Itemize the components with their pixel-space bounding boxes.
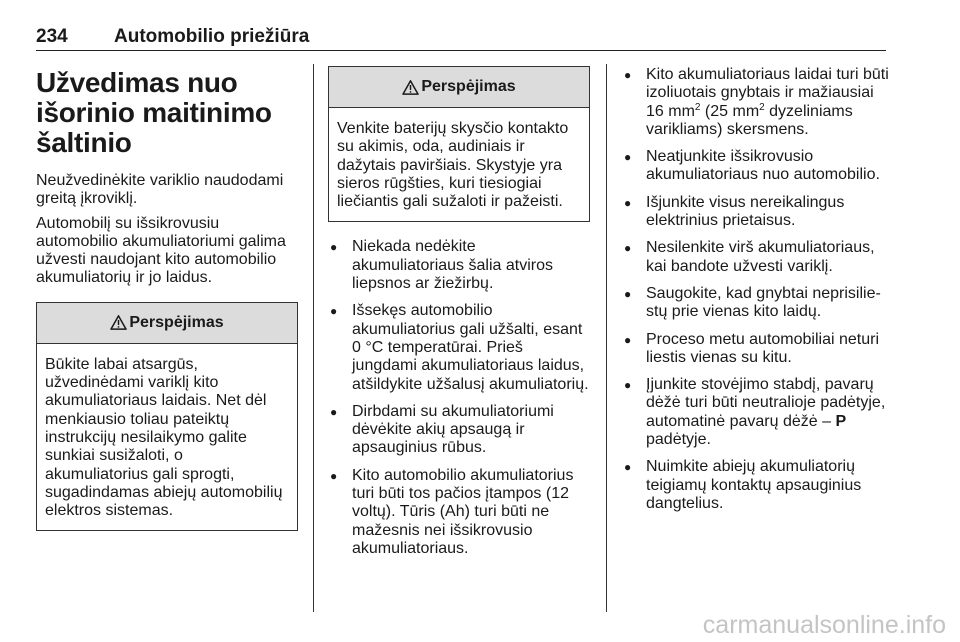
list-item — [622, 66, 890, 139]
warning-triangle-icon — [110, 315, 127, 330]
list-item: ● Niekada nedėkite akumuliatoriaus šalia atviros liepsnos ar žiežirbų. — [328, 238, 590, 293]
warning-text: Venkite baterijų skysčio kontakto su akimis, oda, audiniais ir dažytais paviršiais. Skystyje yra sieros rūgšties, kuri tiesiogiai liečiantis gali sužaloti ir pažeisti. — [337, 120, 569, 211]
column-right — [622, 66, 890, 522]
bullet-list — [328, 238, 590, 558]
list-item: ● Nesilenkite virš akumuliatoriaus, kai bandote užvesti variklį. — [622, 239, 890, 276]
bullet-list — [622, 66, 890, 513]
warning-header — [37, 303, 297, 344]
list-item: ● Išsekęs automobilio akumuliatorius gali užšalti, esant 0 °C temperatūrai. Prieš jungdami akumuliatoriaus laidus, atšildykite užšalusį akumuliatorių. — [328, 302, 590, 393]
text: (25 mm — [700, 102, 760, 120]
text: padėtyje. — [646, 431, 711, 449]
warning-title: Perspėjimas — [129, 313, 224, 331]
page-header — [36, 6, 886, 51]
list-item: ● Išjunkite visus nereikalingus elektrinius prietaisus. — [622, 194, 890, 231]
superscript: 2 — [759, 101, 765, 113]
warning-box — [328, 66, 590, 222]
list-item: ● Kito automobilio akumuliatorius turi būti tos pačios įtampos (12 voltų). Tūris (Ah) turi būti ne mažesnis nei išsikrovusio akumuliatoriaus. — [328, 467, 590, 558]
superscript: 2 — [694, 101, 701, 113]
chapter-title: Automobilio priežiūra — [114, 26, 310, 47]
warning-text: Būkite labai atsargūs, užvedinėdami variklį kito akumuliatoriaus laidais. Net dėl menkiausio toliau pateiktų instrukcijų nesilaikymo galite sunkiai susižaloti, o akumuliatorius gali sprogti, sugadindamas abiejų automobilių elektros sistemas. — [45, 355, 283, 520]
warning-triangle-icon — [402, 80, 419, 95]
warning-box — [36, 302, 298, 532]
column-divider — [606, 64, 607, 612]
column-middle — [328, 66, 590, 567]
list-item: ● Nuimkite abiejų akumuliatorių teigiamų kontaktų apsauginius dangtelius. — [622, 458, 890, 513]
gear-position: P — [835, 412, 847, 430]
text: Kito akumuliatoriaus laidai turi būti izoliuotais gnybtais ir mažiausiai 16 mm — [646, 66, 889, 120]
warning-title: Perspėjimas — [421, 77, 516, 95]
list-item: ● Proceso metu automobiliai neturi liestis vienas su kitu. — [622, 331, 890, 368]
column-divider — [313, 64, 314, 612]
text: dyzeliniams varikliams) skersmens. — [646, 102, 853, 138]
list-item — [622, 376, 890, 449]
paragraph: Neužvedinėkite variklio naudodami greitą įkroviklį. — [36, 172, 284, 208]
list-item: ● Dirbdami su akumuliatoriumi dėvėkite akių apsaugą ir apsauginius rūbus. — [328, 403, 590, 458]
column-left — [36, 68, 298, 531]
watermark: carmanualsonline.info — [702, 611, 946, 639]
paragraph: Automobilį su išsikrovusiu automobilio akumuliatoriumi galima užvesti naudojant kito automobilio akumuliatorių ir jo laidus. — [36, 214, 286, 287]
list-item: ● Neatjunkite išsikrovusio akumuliatoriaus nuo automobilio. — [622, 148, 890, 185]
page-number: 234 — [36, 26, 68, 47]
section-heading: Užvedimas nuo išorinio maitinimo šaltinio — [36, 67, 272, 158]
warning-header — [329, 67, 589, 108]
text: Įjunkite stovėjimo stabdį, pavarų dėžė turi būti neutralioje padėtyje, automatinė pavarų dėžė – — [646, 376, 886, 430]
list-item: ● Saugokite, kad gnybtai neprisiliestų prie vienas kito laidų. — [622, 285, 890, 322]
